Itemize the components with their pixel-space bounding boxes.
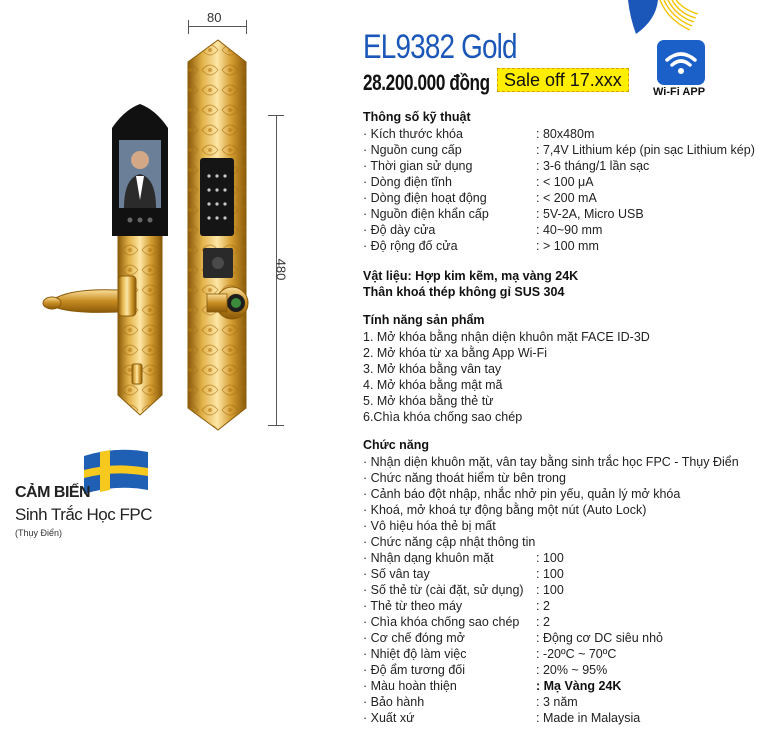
lock-body-image — [0, 0, 340, 460]
features-heading: Tính năng sản phẩm — [363, 313, 485, 327]
function-row: · Cơ chế đóng mở : Động cơ DC siêu nhỏ — [363, 631, 664, 645]
material-line-2: Thân khoá thép không gỉ SUS 304 — [363, 285, 565, 299]
feature-item: 4. Mở khóa bằng mật mã — [363, 378, 503, 392]
material-line-1: Vật liệu: Hợp kim kẽm, mạ vàng 24K — [363, 269, 579, 283]
spec-row: · Dòng điện tĩnh : < 100 μA — [363, 175, 594, 189]
feature-item: 5. Mở khóa bằng thẻ từ — [363, 394, 494, 408]
feature-item: 2. Mở khóa từ xa bằng App Wi-Fi — [363, 346, 548, 360]
wifi-app-label: Wi-Fi APP — [653, 86, 706, 98]
width-dimension-label: 80 — [207, 10, 222, 25]
function-row: · Chìa khóa chống sao chép : 2 — [363, 615, 550, 629]
spec-row: · Độ rộng đố cửa : > 100 mm — [363, 239, 599, 253]
height-dimension-label: 480 — [273, 258, 289, 281]
specs-list — [363, 126, 773, 254]
corner-decoration-icon — [628, 0, 698, 40]
function-bullet: · Cảnh báo đột nhập, nhắc nhở pin yếu, quản lý mở khóa — [363, 487, 681, 501]
feature-item: 3. Mở khóa bằng vân tay — [363, 362, 502, 376]
spec-row: · Độ dày cửa : 40~90 mm — [363, 223, 603, 237]
function-row: · Màu hoàn thiện : Mạ Vàng 24K — [363, 679, 622, 693]
specs-heading: Thông số kỹ thuật — [363, 110, 471, 124]
spec-row: · Kích thước khóa : 80x480m — [363, 127, 595, 141]
features-list — [363, 329, 650, 425]
function-row: · Nhận dạng khuôn mặt : 100 — [363, 551, 564, 565]
spec-row: · Dòng điện hoạt động : < 200 mA — [363, 191, 597, 205]
functions-list — [363, 454, 773, 726]
sale-badge: Sale off 17.xxx — [497, 68, 629, 92]
spec-row: · Thời gian sử dụng : 3-6 tháng/1 lần sạc — [363, 159, 650, 173]
spec-row: · Nguồn cung cấp : 7,4V Lithium kép (pin sạc Lithium kép) — [363, 143, 755, 157]
wifi-icon — [657, 40, 705, 85]
function-row: · Bảo hành : 3 năm — [363, 695, 578, 709]
function-bullet: · Chức năng thoát hiểm từ bên trong — [363, 471, 566, 485]
functions-heading: Chức năng — [363, 438, 429, 452]
function-bullet: · Nhận diện khuôn mặt, vân tay bằng sinh trắc học FPC - Thụy Điển — [363, 455, 739, 469]
function-bullet: · Chức năng cập nhật thông tin — [363, 535, 536, 549]
function-bullet: · Khoá, mở khoá tự động bằng một nút (Auto Lock) — [363, 503, 647, 517]
sensor-origin: (Thụy Điển) — [15, 528, 63, 538]
product-price: 28.200.000 đồng — [363, 70, 490, 95]
function-row: · Số vân tay : 100 — [363, 567, 564, 581]
wifi-app-badge — [657, 40, 705, 85]
function-row: · Độ ẩm tương đối : 20% ~ 95% — [363, 663, 608, 677]
spec-row: · Nguồn điện khẩn cấp : 5V-2A, Micro USB — [363, 207, 644, 221]
function-row: · Số thẻ từ (cài đặt, sử dụng) : 100 — [363, 583, 564, 597]
function-row: · Nhiệt độ làm việc : -20ºC ~ 70ºC — [363, 647, 617, 661]
function-bullet: · Vô hiệu hóa thẻ bị mất — [363, 519, 496, 533]
function-row: · Thẻ từ theo máy : 2 — [363, 599, 550, 613]
sensor-subtitle: Sinh Trắc Học FPC — [15, 505, 152, 524]
sensor-title: CẢM BIẾN — [15, 484, 91, 501]
product-model-title: EL9382 Gold — [363, 28, 517, 66]
product-drawing — [0, 0, 340, 460]
feature-item: 6.Chìa khóa chống sao chép — [363, 410, 523, 424]
feature-item: 1. Mở khóa bằng nhận diện khuôn mặt FACE ID-3D — [363, 330, 650, 344]
function-row: · Xuất xứ : Made in Malaysia — [363, 711, 641, 725]
